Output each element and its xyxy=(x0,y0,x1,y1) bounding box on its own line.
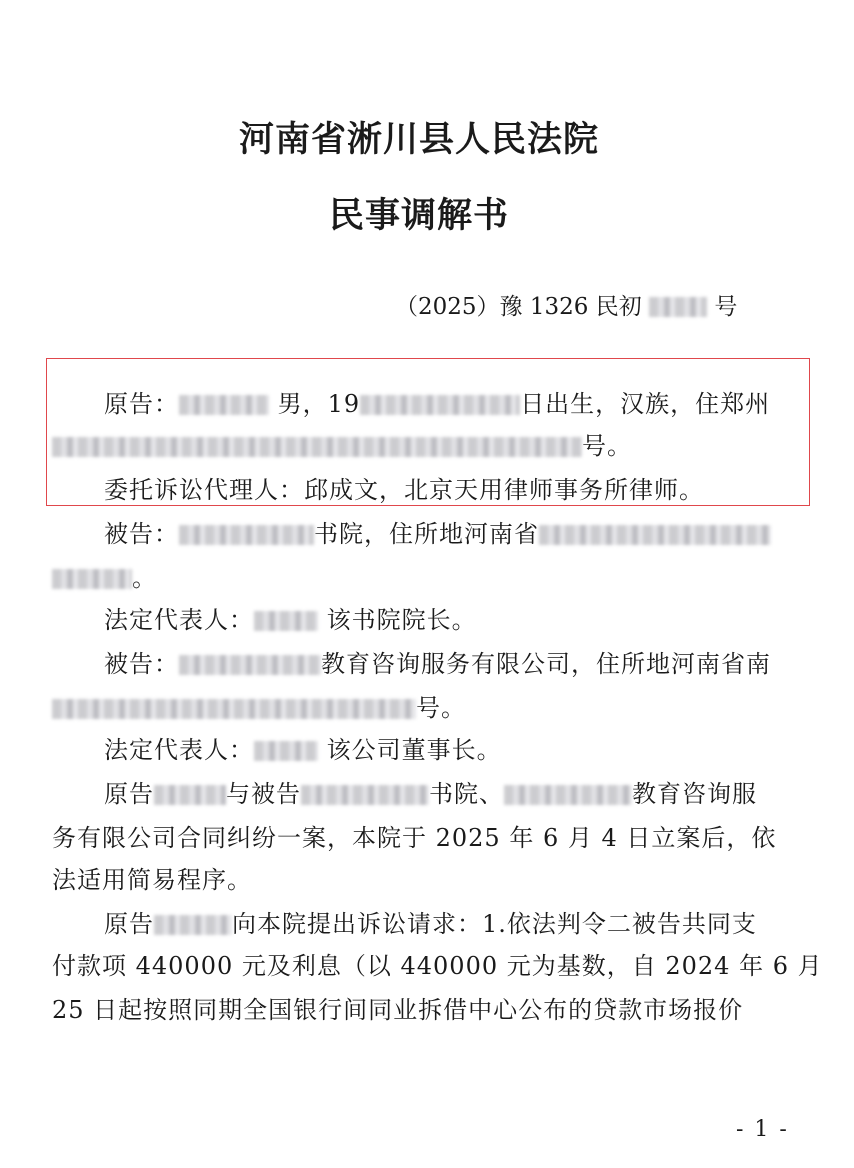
plaintiff-birth-suffix: 日出生，汉族，住郑州 xyxy=(520,390,771,418)
agent-line: 委托诉讼代理人：邱成文，北京天用律师事务所律师。 xyxy=(104,476,704,504)
defendant1-rep-title: 该书院院长。 xyxy=(326,606,477,634)
defendant2-rep-label: 法定代表人： xyxy=(104,736,254,764)
redacted-p2-plaintiff xyxy=(154,915,232,935)
redacted-case-id xyxy=(649,297,707,317)
defendant2-rep-line xyxy=(104,730,502,765)
defendant1-end: 。 xyxy=(132,564,157,592)
redacted-defendant2-rep xyxy=(254,741,318,761)
body-p2-line-1 xyxy=(104,904,757,939)
plaintiff-line-2 xyxy=(52,426,632,461)
redacted-defendant1-address xyxy=(539,525,771,545)
redacted-p1-defendant1 xyxy=(301,785,429,805)
defendant2-end: 号。 xyxy=(416,694,466,722)
redacted-birth-date xyxy=(360,395,520,415)
defendant1-line-2 xyxy=(52,558,157,593)
case-number-prefix: （2025）豫 1326 民初 xyxy=(395,294,642,320)
redacted-defendant2-name xyxy=(179,655,321,675)
body-p1-line-2: 务有限公司合同纠纷一案，本院于 2025 年 6 月 4 日立案后，依 xyxy=(52,824,777,852)
document-type-title: 民事调解书 xyxy=(328,196,509,236)
p1-text-d: 教育咨询服 xyxy=(632,780,757,808)
defendant1-label: 被告： xyxy=(104,520,179,548)
redacted-plaintiff-address xyxy=(52,437,582,457)
body-p2-line-3: 25 日起按照同期全国银行间同业拆借中心公布的贷款市场报价 xyxy=(52,996,744,1024)
redacted-p1-plaintiff xyxy=(154,785,226,805)
defendant2-label: 被告： xyxy=(104,650,179,678)
case-number xyxy=(395,288,737,321)
body-p1-line-3: 法适用简易程序。 xyxy=(52,866,252,894)
redacted-defendant2-address xyxy=(52,699,416,719)
redacted-plaintiff-name xyxy=(179,395,269,415)
redacted-defendant1-address-2 xyxy=(52,569,132,589)
body-p1-line-1 xyxy=(104,774,757,809)
p1-text-a: 原告 xyxy=(104,780,154,808)
defendant2-rep-title: 该公司董事长。 xyxy=(326,736,502,764)
p2-text-b: 向本院提出诉讼请求：1.依法判令二被告共同支 xyxy=(232,910,757,938)
case-number-suffix: 号 xyxy=(714,294,738,320)
defendant1-name-suffix: 书院，住所地河南省 xyxy=(314,520,539,548)
redacted-p1-defendant2 xyxy=(504,785,632,805)
defendant1-line-1 xyxy=(104,514,771,549)
redacted-defendant1-name xyxy=(179,525,314,545)
defendant2-name-suffix: 教育咨询服务有限公司，住所地河南省南 xyxy=(321,650,771,678)
p1-text-b: 与被告 xyxy=(226,780,301,808)
court-name: 河南省淅川县人民法院 xyxy=(238,120,599,160)
plaintiff-gender: 男，19 xyxy=(277,390,361,418)
page-number: - 1 - xyxy=(736,1117,789,1142)
defendant1-rep-line xyxy=(104,600,477,635)
defendant2-line-1 xyxy=(104,644,771,679)
defendant1-rep-label: 法定代表人： xyxy=(104,606,254,634)
redacted-defendant1-rep xyxy=(254,611,318,631)
plaintiff-label: 原告： xyxy=(104,390,179,418)
p2-text-a: 原告 xyxy=(104,910,154,938)
p1-text-c: 书院、 xyxy=(429,780,504,808)
defendant2-line-2 xyxy=(52,688,466,723)
body-p2-line-2: 付款项 440000 元及利息（以 440000 元为基数，自 2024 年 6 月 xyxy=(52,952,823,980)
plaintiff-line-1 xyxy=(104,384,770,419)
plaintiff-address-end: 号。 xyxy=(582,432,632,460)
